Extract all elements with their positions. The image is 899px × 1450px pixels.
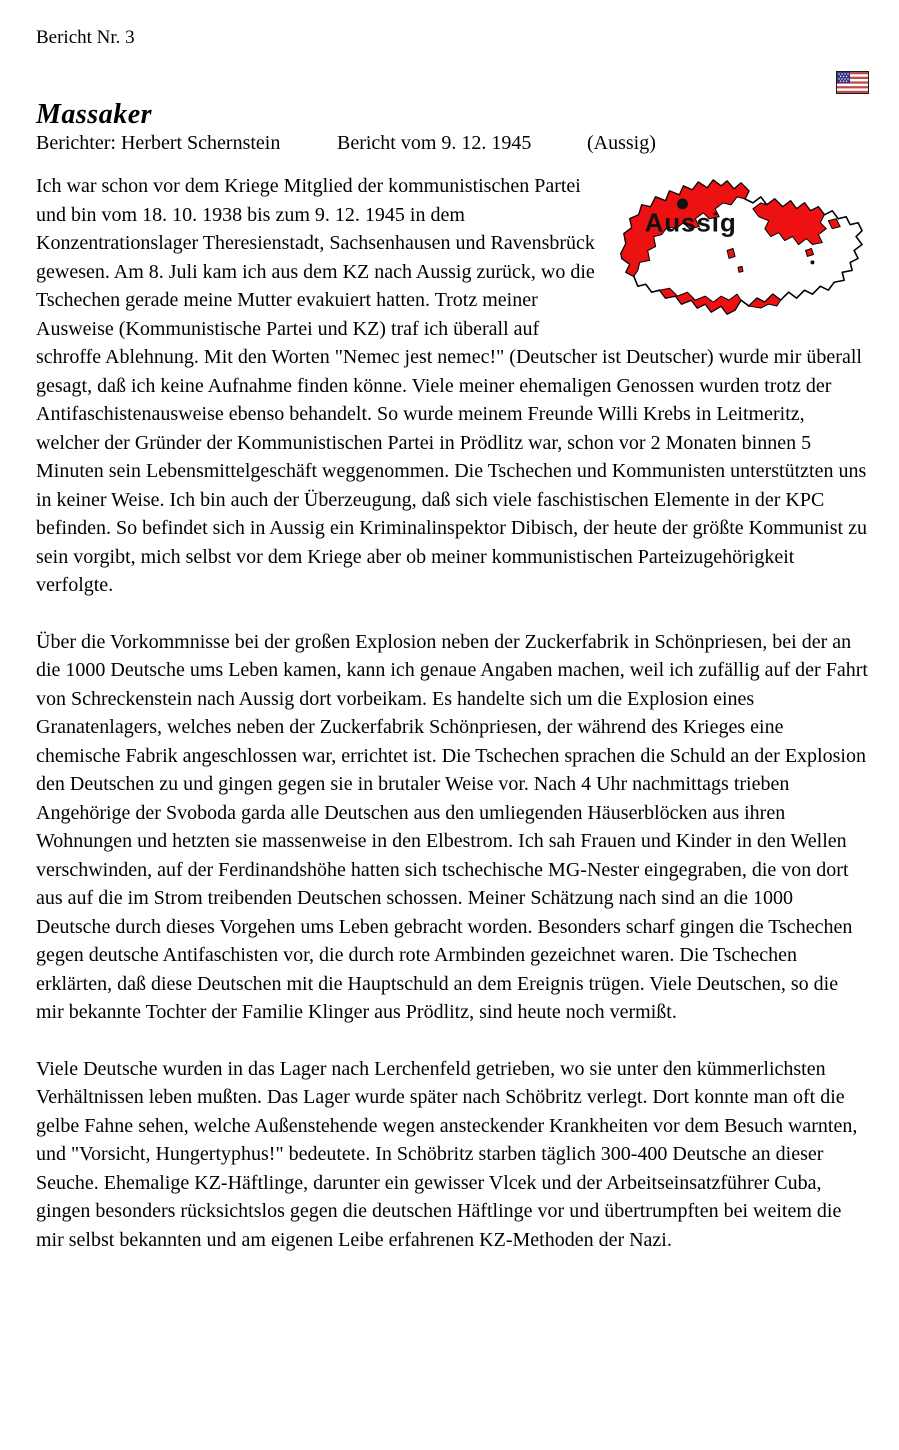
byline-date: Bericht vom 9. 12. 1945 xyxy=(337,132,532,154)
byline-reporter: Berichter: Herbert Schernstein xyxy=(36,132,281,154)
report-body xyxy=(36,172,869,1254)
report-number: Bericht Nr. 3 xyxy=(36,27,135,48)
aussig-label: Aussig xyxy=(644,209,737,238)
paragraph-1: Ich war schon vor dem Kriege Mitglied der kommunistischen Partei und bin vom 18. 10. 1938 bis zum 9. 12. 1945 in dem Konzentrationslager Theresienstadt, Sachsenhausen und Ravensbrück gewesen. Am 8. Juli kam ich aus dem KZ nach Aussig zurück, wo die Tschechen gerade meine Mutter evakuiert hatten. Trotz meiner Ausweise (Kommunistische Partei und KZ) traf ich überall auf schroffe Ablehnung. Mit den Worten "Nemec jest nemec!" (Deutscher ist Deutscher) wurde mir überall gesagt, daß ich keine Aufnahme finden könne. Viele meiner ehemaligen Genossen wurden trotz der Antifaschistenausweise ebenso behandelt. So wurde meinem Freunde Willi Krebs in Leitmeritz, welcher der Gründer der Kommunistischen Partei in Prödlitz war, schon vor 2 Monaten binnen 5 Minuten sein Lebensmittelgeschäft weggenommen. Die Tschechen und Kommunisten unterstützten uns in keiner Weise. Ich bin auch der Überzeugung, daß sich viele faschistischen Elemente in der KPC befinden. So befindet sich in Aussig ein Kriminalinspektor Dibisch, der heute der größte Kommunist zu sein vorgibt, mich selbst vor dem Kriege aber ob meiner kommunistischen Parteizugehörigkeit verfolgte. xyxy=(36,175,867,596)
city-dot xyxy=(810,260,814,264)
usa-flag-icon[interactable] xyxy=(836,71,869,94)
flag-row xyxy=(36,71,869,94)
bohemia-map-figure xyxy=(611,172,869,329)
byline xyxy=(36,130,869,156)
paragraph-2: Über die Vorkommnisse bei der großen Explosion neben der Zuckerfabrik in Schönpriesen, bei der an die 1000 Deutsche ums Leben kamen, kann ich genaue Angaben machen, weil ich zufällig auf der Fahrt von Schreckenstein nach Aussig dort vorbeikam. Es handelte sich um die Explosion eines Granatenlagers, welches neben der Zuckerfabrik Schönpriesen, der während des Krieges eine chemische Fabrik angeschlossen war, errichtet ist. Die Tschechen sprachen die Schuld an der Explosion den Deutschen zu und gingen gegen sie in brutaler Weise vor. Nach 4 Uhr nachmittags trieben Angehörige der Svoboda garda alle Deutschen aus den umliegenden Häuserblöcken aus ihren Wohnungen und hetzten sie massenweise in den Elbestrom. Ich sah Frauen und Kinder in den Wellen verschwinden, auf der Ferdinandshöhe hatten sich tschechische MG-Nester eingegraben, die von dort aus auf die im Strom treibenden Deutschen schossen. Meiner Schätzung nach sind an die 1000 Deutsche durch dieses Vorgehen ums Leben gebracht worden. Besonders scharf gingen die Tschechen gegen deutsche Antifaschisten vor, die durch rote Armbinden gezeichnet waren. Die Tschechen erklärten, daß diese Deutschen mit die Hauptschuld an dem Ereignis trügen. Viele Deutschen, so die mir bekannte Tochter der Familie Klinger aus Prödlitz, sind heute noch vermißt. xyxy=(36,630,868,1023)
sudetenland-map xyxy=(611,172,869,329)
paragraph-3: Viele Deutsche wurden in das Lager nach Lerchenfeld getrieben, wo sie unter den kümmerlichsten Verhältnissen leben mußten. Das Lager wurde später nach Schöbritz verlegt. Dort konnte man oft die gelbe Fahne sehen, welche Außenstehende wegen ansteckender Krankheiten vor dem Besuch warnten, und "Vorsicht, Hungertyphus!" bedeutete. In Schöbritz starben täglich 300-400 Deutsche an dieser Seuche. Ehemalige KZ-Häftlinge, darunter ein gewisser Vlcek und der Arbeitseinsatzführer Cuba, gingen besonders rücksichtslos gegen die deutschen Häftlinge vor und übertrumpften bei weitem die mir selbst bekannten und am eigenen Leibe erfahrenen KZ-Methoden der Nazi. xyxy=(36,1057,858,1251)
page-title: Massaker xyxy=(36,99,153,130)
byline-place: (Aussig) xyxy=(587,132,656,154)
aussig-marker-dot xyxy=(677,198,688,209)
